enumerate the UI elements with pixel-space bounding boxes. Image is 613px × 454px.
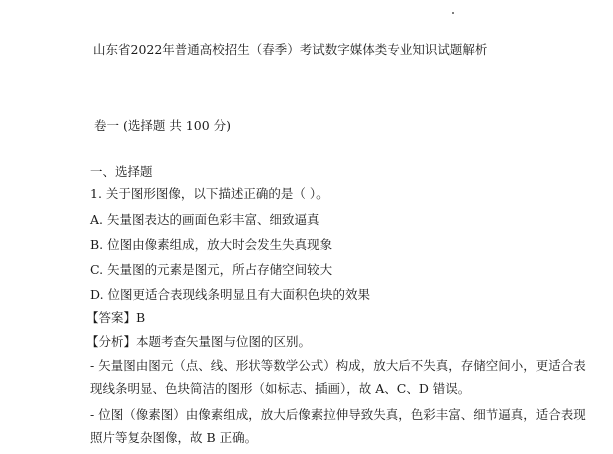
analysis-heading: 【分析】本题考查矢量图与位图的区别。 (86, 334, 312, 349)
part-heading: 一、选择题 (90, 164, 153, 179)
analysis-point-1-line-2: 现线条明显、色块简洁的图形（如标志、插画），故 A、C、D 错误。 (90, 381, 471, 396)
option-b: B. 位图由像素组成，放大时会发生失真现象 (90, 237, 333, 252)
option-a: A. 矢量图表达的画面色彩丰富、细致逼真 (90, 212, 320, 227)
option-c: C. 矢量图的元素是图元，所占存储空间较大 (90, 262, 333, 277)
analysis-point-2-line-2: 照片等复杂图像，故 B 正确。 (90, 430, 258, 445)
answer-line: 【答案】B (86, 310, 146, 325)
analysis-point-2-line-1: - 位图（像素图）由像素组成，放大后像素拉伸导致失真，色彩丰富、细节逼真，适合表现 (90, 407, 586, 422)
question-stem: 1. 关于图形图像，以下描述正确的是（ ）。 (90, 186, 329, 201)
option-d: D. 位图更适合表现线条明显且有大面积色块的效果 (90, 287, 371, 302)
analysis-point-1-line-1: - 矢量图由图元（点、线、形状等数学公式）构成，放大后不失真，存储空间小，更适合表 (90, 358, 586, 373)
section-header: 卷一 (选择题 共 100 分) (94, 118, 232, 133)
page-mark (452, 12, 454, 14)
document-title: 山东省2022年普通高校招生（春季）考试数字媒体类专业知识试题解析 (93, 42, 488, 57)
